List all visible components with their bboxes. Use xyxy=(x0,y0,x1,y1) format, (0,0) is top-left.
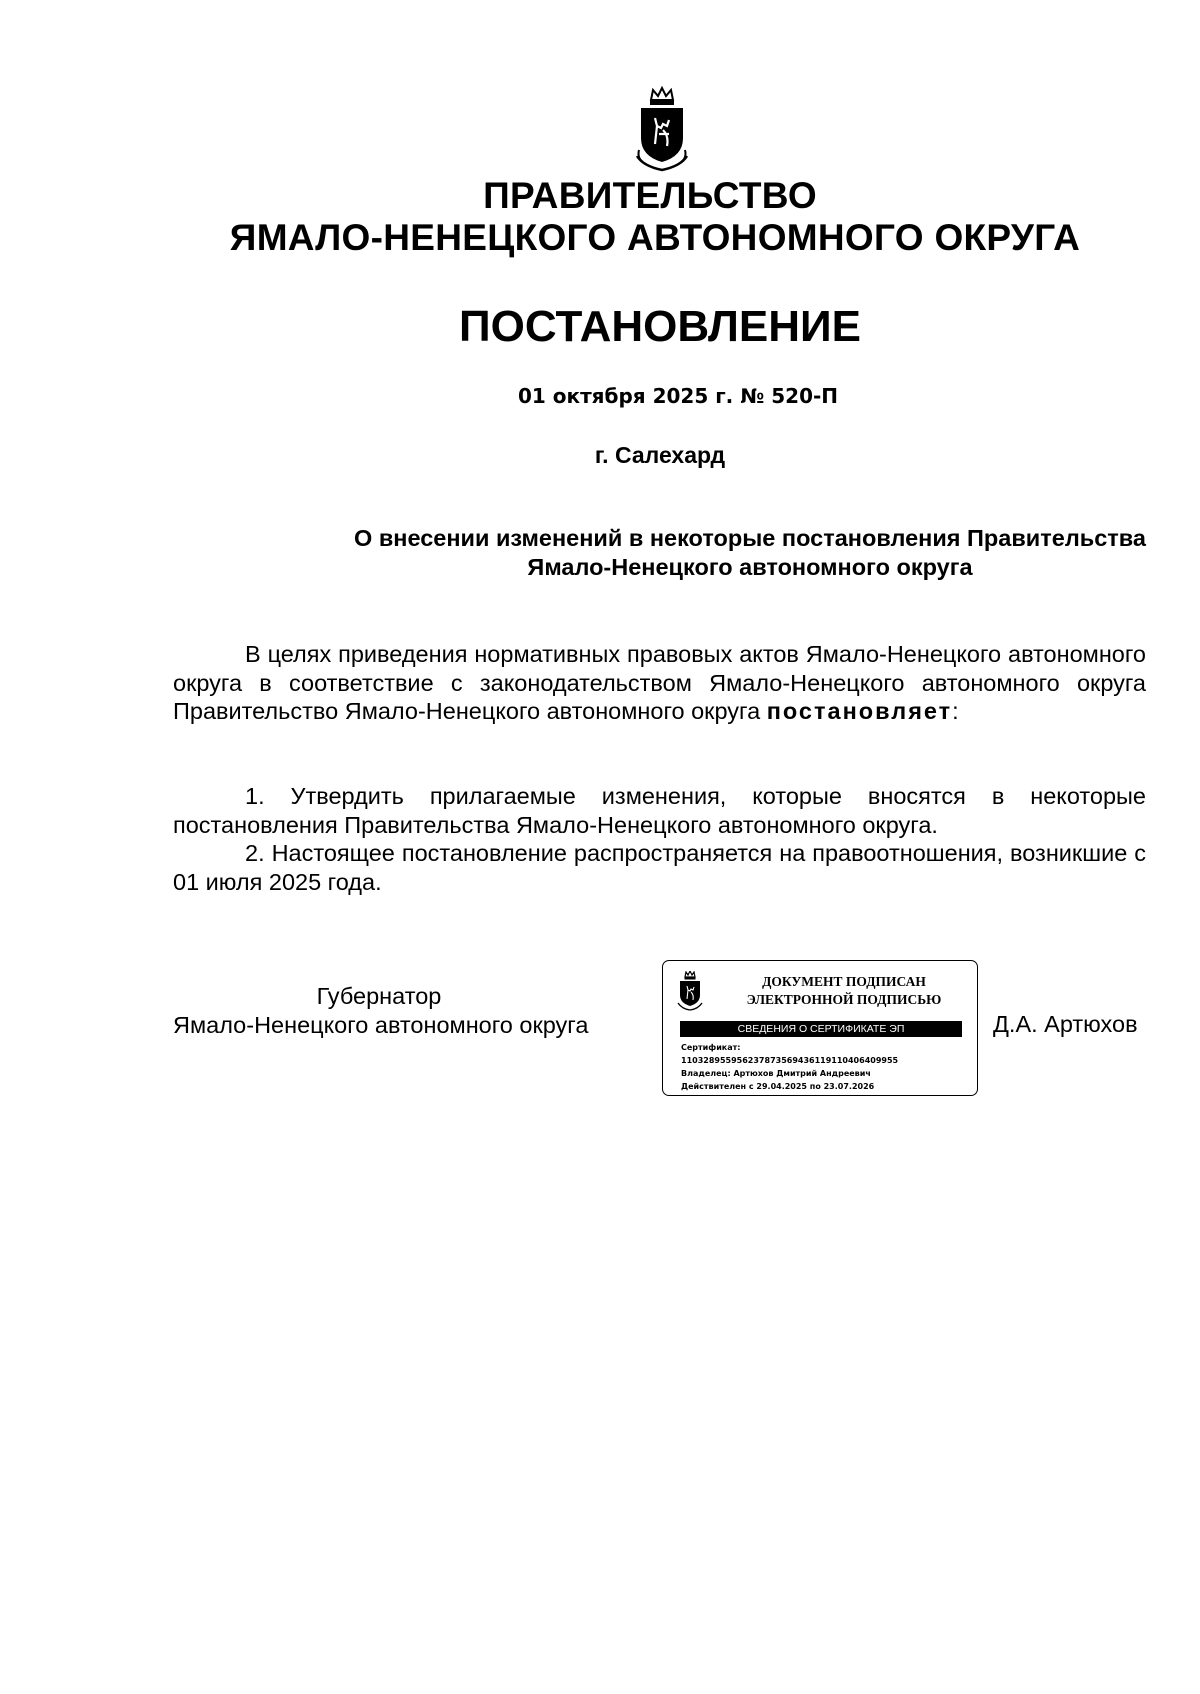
certificate-validity: Действителен с 29.04.2025 по 23.07.2026 xyxy=(681,1082,875,1091)
preamble-paragraph xyxy=(173,640,1146,726)
coat-of-arms-icon xyxy=(633,86,691,172)
government-title-line1: ПРАВИТЕЛЬСТВО xyxy=(483,175,817,216)
stamp-title-line1: ДОКУМЕНТ ПОДПИСАН xyxy=(762,974,926,989)
preamble-text: В целях приведения нормативных правовых актов Ямало-Ненецкого автономного округа в соответствие с законодательством Ямало-Ненецкого автономного округа Правительство Ямало-Ненецкого автономного округа xyxy=(173,641,1146,724)
resolve-colon: : xyxy=(952,698,959,724)
stamp-coat-of-arms-icon xyxy=(677,971,703,1011)
date-and-number: 01 октября 2025 г. № 520-П xyxy=(517,384,839,408)
signatory-position xyxy=(173,982,643,1040)
document-type: ПОСТАНОВЛЕНИЕ xyxy=(458,302,862,351)
electronic-signature-stamp xyxy=(662,960,978,1096)
subject-line1: О внесении изменений в некоторые постановления Правительства xyxy=(354,525,1146,551)
city: г. Салехард xyxy=(594,442,726,468)
stamp-title-line2: ЭЛЕКТРОННОЙ ПОДПИСЬЮ xyxy=(746,992,942,1007)
certificate-info-bar: СВЕДЕНИЯ О СЕРТИФИКАТЕ ЭП xyxy=(680,1021,962,1037)
certificate-label: Сертификат: xyxy=(681,1043,741,1052)
stamp-title xyxy=(719,973,969,1009)
certificate-details xyxy=(681,1041,973,1093)
resolution-item-1: 1. Утвердить прилагаемые изменения, которые вносятся в некоторые постановления Правительства Ямало-Ненецкого автономного округа. xyxy=(173,783,1146,838)
certificate-owner: Владелец: Артюхов Дмитрий Андреевич xyxy=(681,1069,871,1078)
certificate-number: 11032895595623787356943611911040640995​5 xyxy=(681,1056,899,1065)
government-title-line2: ЯМАЛО-НЕНЕЦКОГО АВТОНОМНОГО ОКРУГА xyxy=(229,217,1081,258)
document-subject xyxy=(170,524,1200,582)
resolution-items xyxy=(173,782,1146,896)
signatory-name: Д.А. Артюхов xyxy=(993,1011,1138,1037)
resolve-word: постановляет xyxy=(766,698,953,724)
subject-line2: Ямало-Ненецкого автономного округа xyxy=(527,554,973,580)
position-line2: Ямало-Ненецкого автономного округа xyxy=(173,1012,589,1038)
resolution-item-2: 2. Настоящее постановление распространяется на правоотношения, возникшие с 01 июля 2025 года. xyxy=(173,840,1146,895)
position-line1: Губернатор xyxy=(316,983,442,1009)
